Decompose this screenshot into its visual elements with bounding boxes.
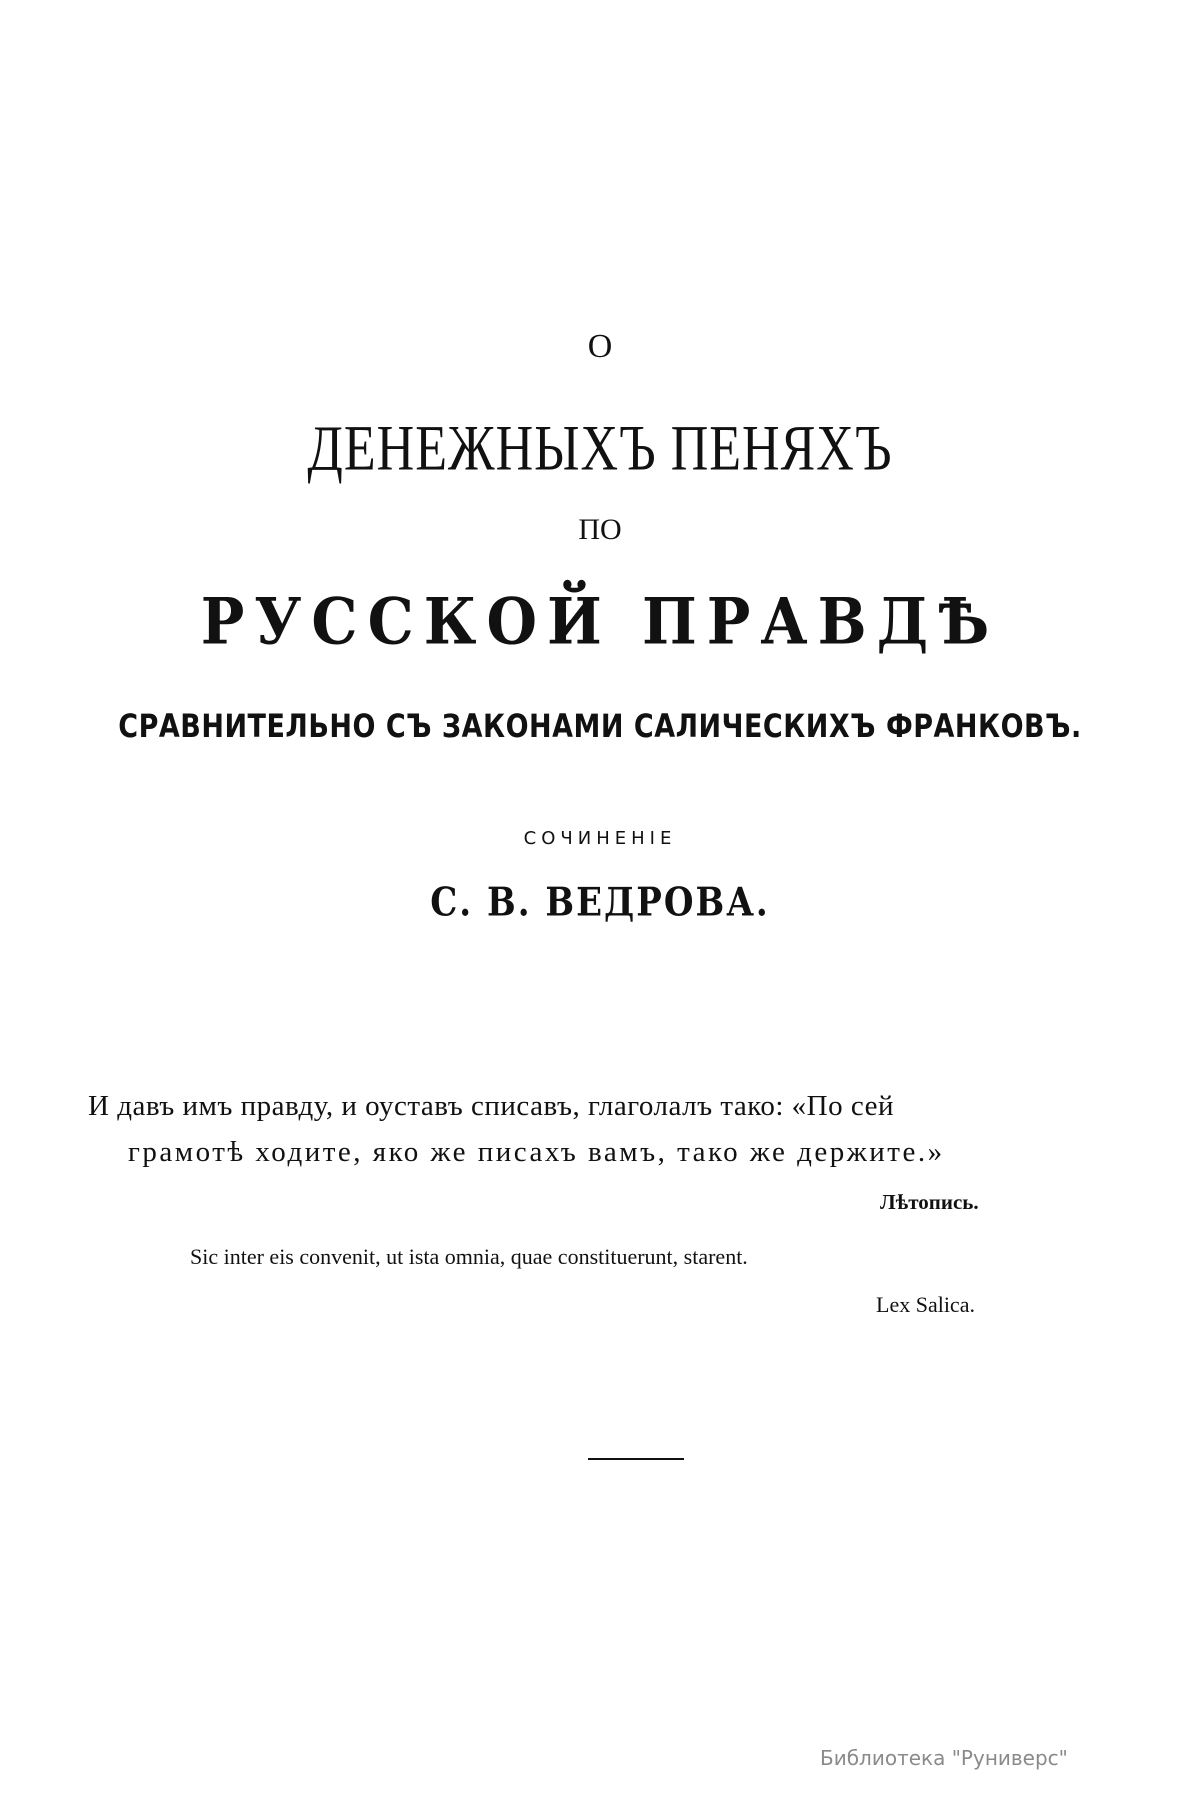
- author-name: С. В. ВЕДРОВА.: [430, 880, 770, 926]
- title-prefix: О: [587, 328, 613, 365]
- title-connector: ПО: [578, 513, 622, 546]
- divider-rule: [588, 1458, 684, 1460]
- subtitle: СРАВНИТЕЛЬНО СЪ ЗАКОНАМИ САЛИЧЕСКИХЪ ФРАНКОВЪ.: [118, 708, 1082, 746]
- title-main-line-2: РУССКОЙ ПРАВДѢ: [200, 584, 1000, 659]
- epigraph-1-source: Лѣтопись.: [880, 1190, 979, 1214]
- work-label: СОЧИНЕНІЕ: [523, 828, 677, 849]
- epigraph-2-line-1: Sic inter eis convenit, ut ista omnia, quae constituerunt, starent.: [190, 1244, 748, 1269]
- title-main-line-1: ДЕНЕЖНЫХЪ ПЕНЯХЪ: [307, 413, 893, 485]
- epigraph-1-line-1: И давъ имъ правду, и оуставъ списавъ, глаголалъ тако: «По сей: [88, 1090, 894, 1122]
- epigraph-2-source: Lex Salica.: [876, 1292, 975, 1317]
- epigraph-1-line-2: грамотѣ ходите, яко же писахъ вамъ, тако же держите.»: [128, 1136, 945, 1168]
- library-watermark: Библиотека "Руниверс": [820, 1746, 1068, 1770]
